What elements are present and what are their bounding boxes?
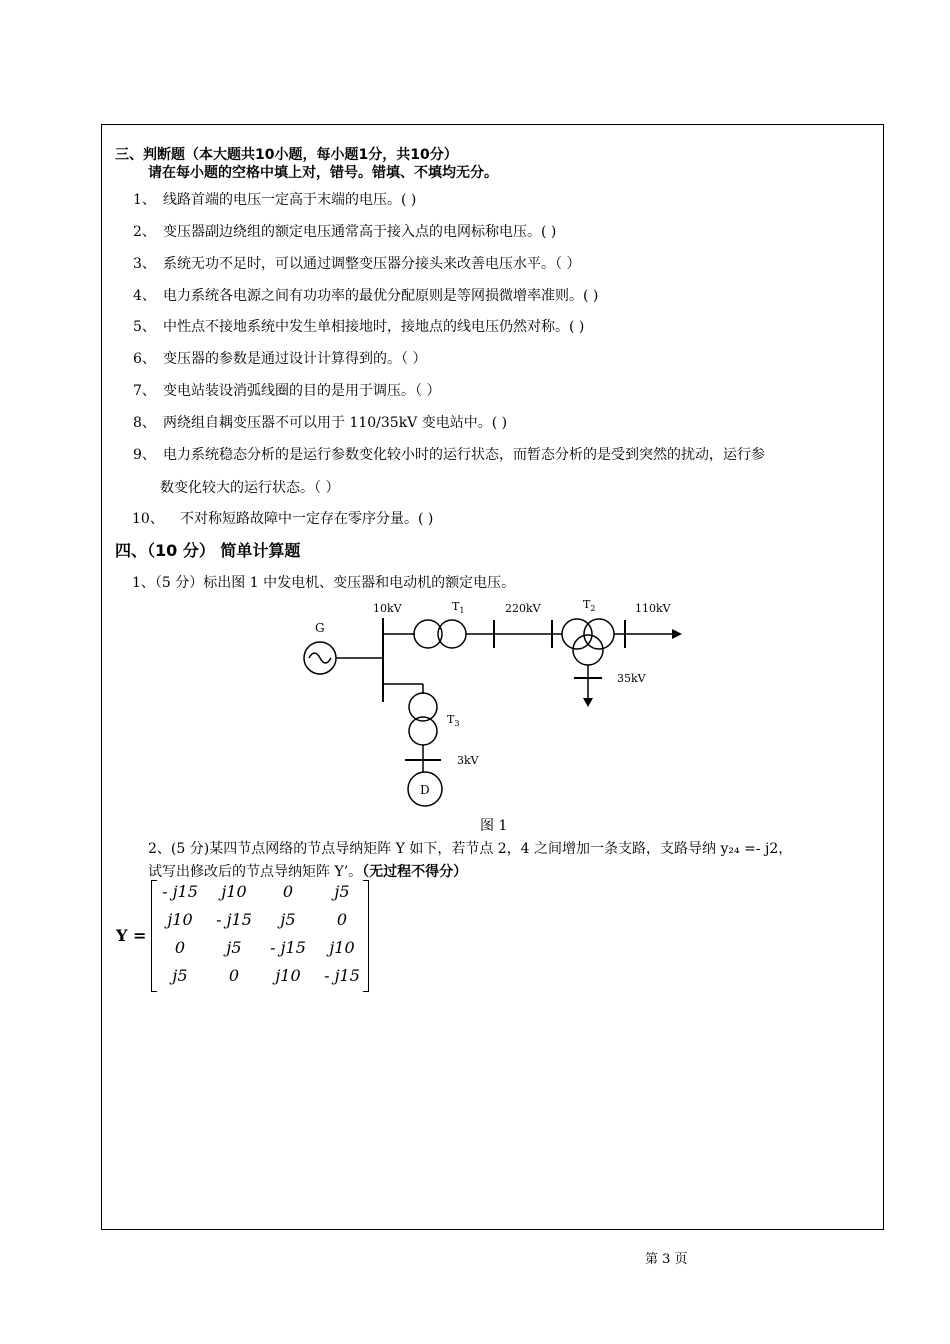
matrix-cell: 0 [228,966,240,985]
question-number: 3、 [133,256,156,272]
question-item [133,444,765,464]
question-text: 不对称短路故障中一定存在零序分量。( ) [180,511,434,527]
question-number: 1、 [133,192,156,208]
question-item [133,285,598,305]
label-35kv: 35kV [617,672,646,685]
question-text: 数变化较大的运行状态。（ ） [160,480,340,496]
motor-label: D [420,783,430,797]
question-4-1: 1、（5 分）标出图 1 中发电机、变压器和电动机的额定电压。 [132,575,516,591]
matrix-cell: 0 [174,938,186,957]
matrix-cell: - j15 [162,882,198,901]
section3-instruction: 请在每小题的空格中填上对，错号。错填、不填均无分。 [148,165,498,181]
matrix-cell: j5 [172,966,188,985]
question-4-2-line1: 2、(5 分)某四节点网络的节点导纳矩阵 Y 如下，若节点 2，4 之间增加一条支路，支路导纳 y₂₄ =- j2， [148,841,793,857]
section3-title: 三、判断题（本大题共10小题，每小题1分，共10分） [115,147,458,163]
label-110kv: 110kV [635,602,671,615]
label-220kv: 220kV [505,602,541,615]
matrix-label: Y = [116,926,147,945]
question-number: 6、 [133,351,156,367]
matrix-cell: - j15 [216,910,252,929]
matrix-cell: j5 [334,882,350,901]
matrix-cell: j10 [167,910,193,929]
t3-label: $T_3$ [447,713,460,728]
matrix-cell: j10 [329,938,355,957]
question-text: 线路首端的电压一定高于末端的电压。( ) [163,192,417,208]
question-item [132,508,433,528]
question-item [133,189,416,209]
question-item [133,380,440,400]
question-4-2-line2: 试写出修改后的节点导纳矩阵 Y’。（无过程不得分） [148,864,468,880]
label-3kv: 3kV [457,754,479,767]
matrix-cell: - j15 [324,966,360,985]
question-number: 10、 [132,511,164,527]
matrix-cell: j10 [275,966,301,985]
matrix-cell: 0 [282,882,294,901]
t1-label: $T_1$ [452,600,465,615]
figure-1-caption: 图 1 [480,818,508,834]
matrix-cell: j10 [221,882,247,901]
matrix-cell: - j15 [270,938,306,957]
question-text: 电力系统稳态分析的是运行参数变化较小时的运行状态，而暂态分析的是受到突然的扰动，运行参 [163,447,765,463]
question-text: 变压器副边绕组的额定电压通常高于接入点的电网标称电压。( ) [163,224,557,240]
matrix-cell: j5 [226,938,242,957]
question-item [133,316,584,336]
question-text: 两绕组自耦变压器不可以用于 110/35kV 变电站中。( ) [163,415,508,431]
question-text: 电力系统各电源之间有功功率的最优分配原则是等网损微增率准则。( ) [163,288,599,304]
question-number: 9、 [133,447,156,463]
question-text: 变压器的参数是通过设计计算得到的。（ ） [163,351,427,367]
question-item [133,412,507,432]
figure-1-circuit-diagram [290,594,700,814]
question-number: 5、 [133,319,156,335]
section4-title: 四、（10 分） 简单计算题 [115,541,301,560]
admittance-matrix [151,880,369,992]
question-text: 中性点不接地系统中发生单相接地时，接地点的线电压仍然对称。( ) [163,319,585,335]
generator-label: G [315,621,325,635]
question-number: 7、 [133,383,156,399]
matrix-cell: j5 [280,910,296,929]
page-number: 第 3 页 [645,1252,688,1267]
question-number: 4、 [133,288,156,304]
t2-label: $T_2$ [583,598,596,613]
question-item [160,477,339,497]
question-text: 系统无功不足时，可以通过调整变压器分接头来改善电压水平。（ ） [163,256,581,272]
question-text: 变电站装设消弧线圈的目的是用于调压。（ ） [163,383,441,399]
label-10kv: 10kV [373,602,402,615]
question-number: 8、 [133,415,156,431]
matrix-cell: 0 [336,910,348,929]
question-number: 2、 [133,224,156,240]
question-item [133,348,426,368]
question-item [133,221,556,241]
question-item [133,253,580,273]
